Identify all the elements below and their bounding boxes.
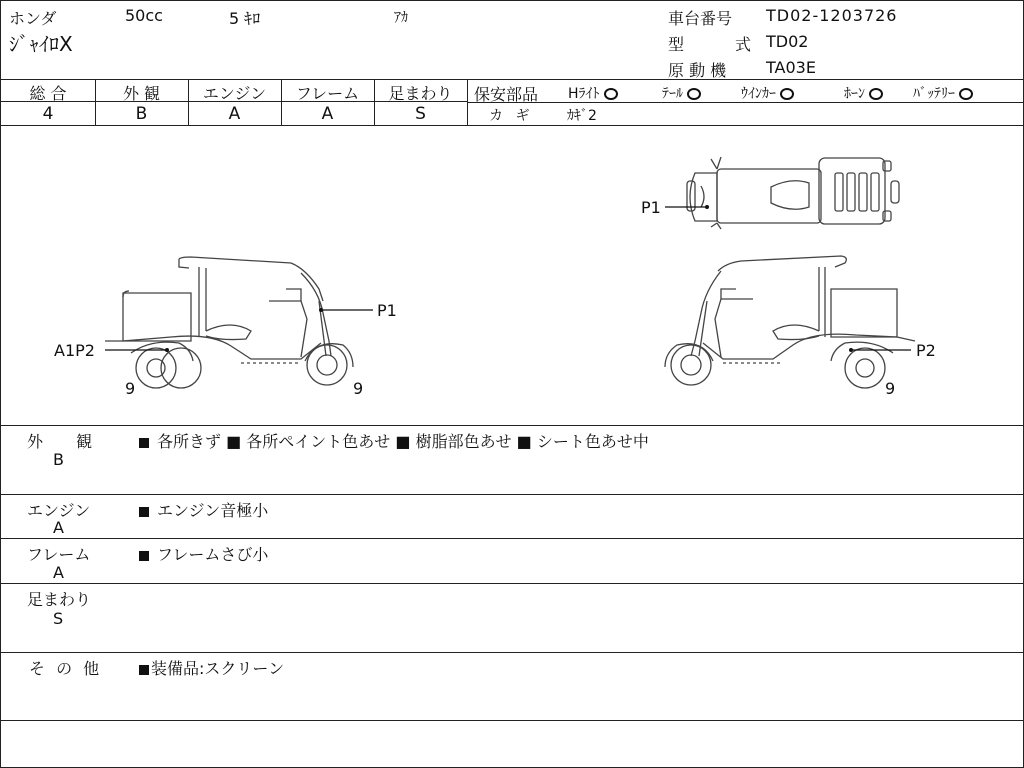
type-label-1: 型 [668, 35, 685, 54]
bullet-square-icon [139, 438, 149, 448]
key-value: ｶｷﾞ2 [567, 108, 597, 124]
grade-frame: A [321, 104, 334, 124]
remark-text: エンジン音極小 [157, 501, 269, 520]
mileage: 5 ｷﾛ [229, 9, 261, 28]
grade-engine: A [228, 104, 241, 124]
grade-overall: 4 [42, 104, 54, 124]
damage-label-p1-top: P1 [641, 198, 661, 217]
divider [1, 494, 1023, 495]
remark-title-other: そ の 他 [29, 659, 103, 678]
remark-text: 装備品:スクリーン [151, 659, 285, 678]
remark-text-other [137, 656, 284, 679]
tire-tread-right: 9 [885, 379, 896, 398]
remark-grade-exterior: B [53, 450, 64, 469]
engine-value: TA03E [766, 58, 816, 77]
type-value: TD02 [766, 32, 809, 51]
grade-header-frame: フレーム [295, 84, 360, 103]
divider [1, 538, 1023, 539]
grade-header-suspension: 足まわり [388, 84, 453, 103]
safety-item-label: ﾃｰﾙ [662, 86, 683, 102]
remark-title-frame: フレーム [27, 545, 91, 564]
key-label: カ ギ [489, 108, 534, 124]
remark-text-engine [137, 498, 268, 521]
maker: ホンダ [9, 9, 57, 28]
damage-label-p2: P2 [916, 341, 936, 360]
engine-label: 原 動 機 [668, 61, 727, 80]
remark-grade-suspension: S [53, 609, 64, 628]
grade-suspension: S [415, 104, 426, 124]
remark-text-exterior [137, 429, 649, 452]
remark-title-exterior: 外 観 [27, 432, 107, 451]
bullet-square-icon [139, 665, 149, 675]
grade-header-overall: 総 合 [29, 84, 67, 103]
damage-label-p1: P1 [377, 301, 397, 320]
tire-tread-front: 9 [353, 379, 364, 398]
remark-title-suspension: 足まわり [27, 590, 92, 609]
remark-grade-frame: A [53, 563, 64, 582]
safety-item-label: ﾎｰﾝ [844, 86, 865, 102]
model-name: ｼﾞｬｲﾛX [9, 32, 73, 56]
divider [1, 652, 1023, 653]
grade-header-engine: エンジン [202, 84, 267, 103]
bullet-square-icon [139, 551, 149, 561]
frame-no-label: 車台番号 [668, 9, 733, 28]
safety-label: 保安部品 [474, 85, 539, 104]
divider [1, 583, 1023, 584]
grade-exterior: B [135, 104, 148, 124]
remark-text: 各所きず ■ 各所ペイント色あせ ■ 樹脂部色あせ ■ シート色あせ中 [157, 432, 649, 451]
remark-title-engine: エンジン [27, 501, 91, 520]
remark-grade-engine: A [53, 518, 64, 537]
divider [1, 720, 1023, 721]
tire-tread-rear: 9 [125, 379, 136, 398]
frame-no: TD02-1203726 [766, 6, 898, 25]
remark-text: フレームさび小 [157, 545, 269, 564]
safety-item-label: ｳｲﾝｶｰ [741, 86, 776, 102]
damage-label-a1p2: A1P2 [54, 341, 95, 360]
remark-text-frame [137, 542, 268, 565]
type-label-2: 式 [735, 35, 752, 54]
safety-item-label: ﾊﾞｯﾃﾘｰ [913, 86, 955, 102]
safety-item-label: Hﾗｲﾄ [568, 86, 600, 102]
displacement: 50cc [125, 6, 163, 25]
grade-header-exterior: 外 観 [122, 84, 161, 103]
color: ｱｶ [394, 10, 408, 26]
bullet-square-icon [139, 507, 149, 517]
